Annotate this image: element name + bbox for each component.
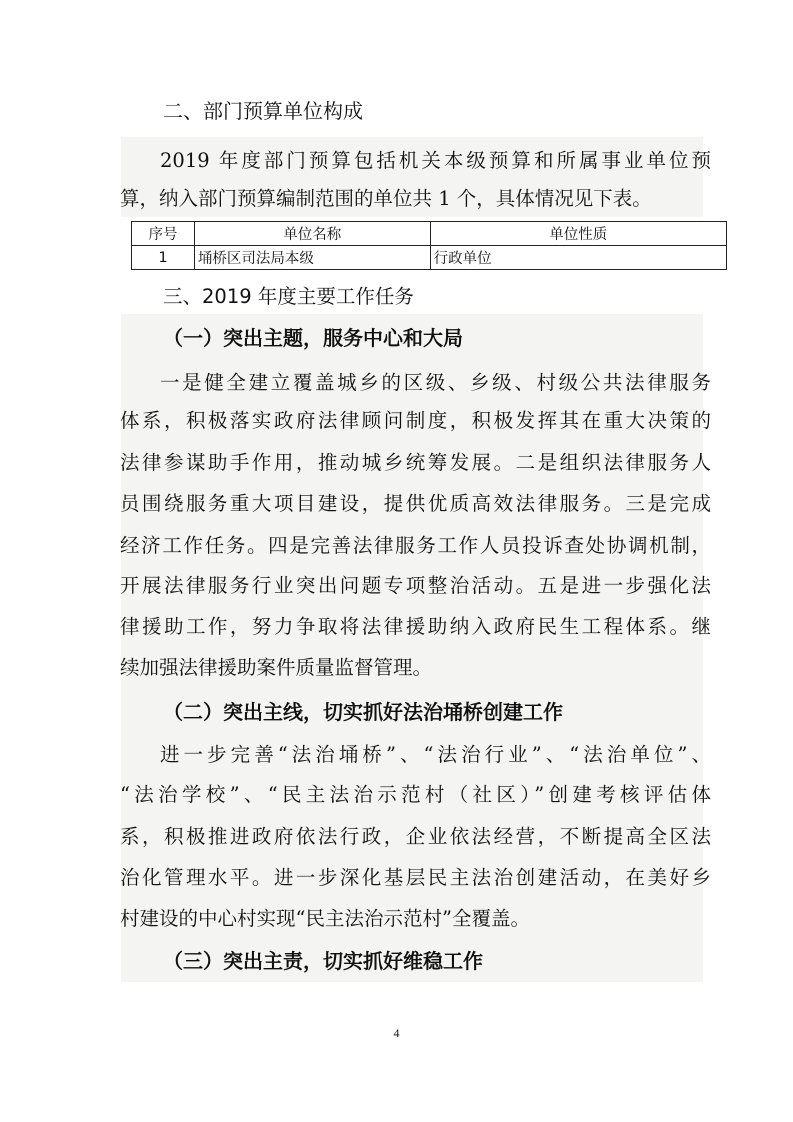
table-header-cell: 单位性质 bbox=[430, 222, 726, 246]
paragraph-line: 村建设的中心村实现“民主法治示范村”全覆盖。 bbox=[120, 907, 530, 930]
paragraph-line: 2019 年度部门预算包括机关本级预算和所属事业单位预 bbox=[160, 149, 711, 172]
paragraph-line: 律援助工作，努力争取将法律援助纳入政府民生工程体系。继 bbox=[120, 615, 711, 638]
subsection-heading: （三）突出主责，切实抓好维稳工作 bbox=[163, 949, 483, 973]
paragraph-line: 系，积极推进政府依法行政，企业依法经营，不断提高全区法 bbox=[120, 825, 711, 848]
paragraph-line: 一是健全建立覆盖城乡的区级、乡级、村级公共法律服务 bbox=[160, 371, 711, 394]
paragraph-line: 开展法律服务行业突出问题专项整治活动。五是进一步强化法 bbox=[120, 574, 711, 597]
page-number: 4 bbox=[393, 1026, 400, 1040]
table-cell: 行政单位 bbox=[430, 246, 726, 270]
subsection-heading: （一）突出主题，服务中心和大局 bbox=[163, 326, 463, 350]
table-cell: 1 bbox=[132, 246, 195, 270]
paragraph-line: 体系，积极落实政府法律顾问制度，积极发挥其在重大决策的 bbox=[120, 409, 711, 432]
section-heading: 二、部门预算单位构成 bbox=[163, 99, 363, 123]
table-header-row bbox=[132, 222, 727, 246]
paragraph-line: 算，纳入部门预算编制范围的单位共 1 个，具体情况见下表。 bbox=[120, 187, 652, 210]
paragraph-line: 法律参谋助手作用，推动城乡统筹发展。二是组织法律服务人 bbox=[120, 451, 711, 474]
paragraph-line: 续加强法律援助案件质量监督管理。 bbox=[120, 656, 433, 679]
table-cell: 埇桥区司法局本级 bbox=[194, 246, 430, 270]
paragraph-line: 员围绕服务重大项目建设，提供优质高效法律服务。三是完成 bbox=[120, 492, 711, 515]
paragraph-line: “法治学校”、“民主法治示范村（社区）”创建考核评估体 bbox=[120, 783, 711, 806]
table-header-cell: 单位名称 bbox=[194, 222, 430, 246]
paragraph-line: 进一步完善“法治埇桥”、“法治行业”、“法治单位”、 bbox=[160, 743, 711, 766]
table-header-cell: 序号 bbox=[132, 222, 195, 246]
section-heading: 三、2019 年度主要工作任务 bbox=[163, 285, 414, 308]
paragraph-line: 治化管理水平。进一步深化基层民主法治创建活动，在美好乡 bbox=[120, 866, 711, 889]
unit-table bbox=[131, 221, 727, 270]
paragraph-line: 经济工作任务。四是完善法律服务工作人员投诉查处协调机制， bbox=[120, 534, 711, 557]
table-row bbox=[132, 246, 727, 270]
subsection-heading: （二）突出主线，切实抓好法治埇桥创建工作 bbox=[163, 700, 563, 724]
